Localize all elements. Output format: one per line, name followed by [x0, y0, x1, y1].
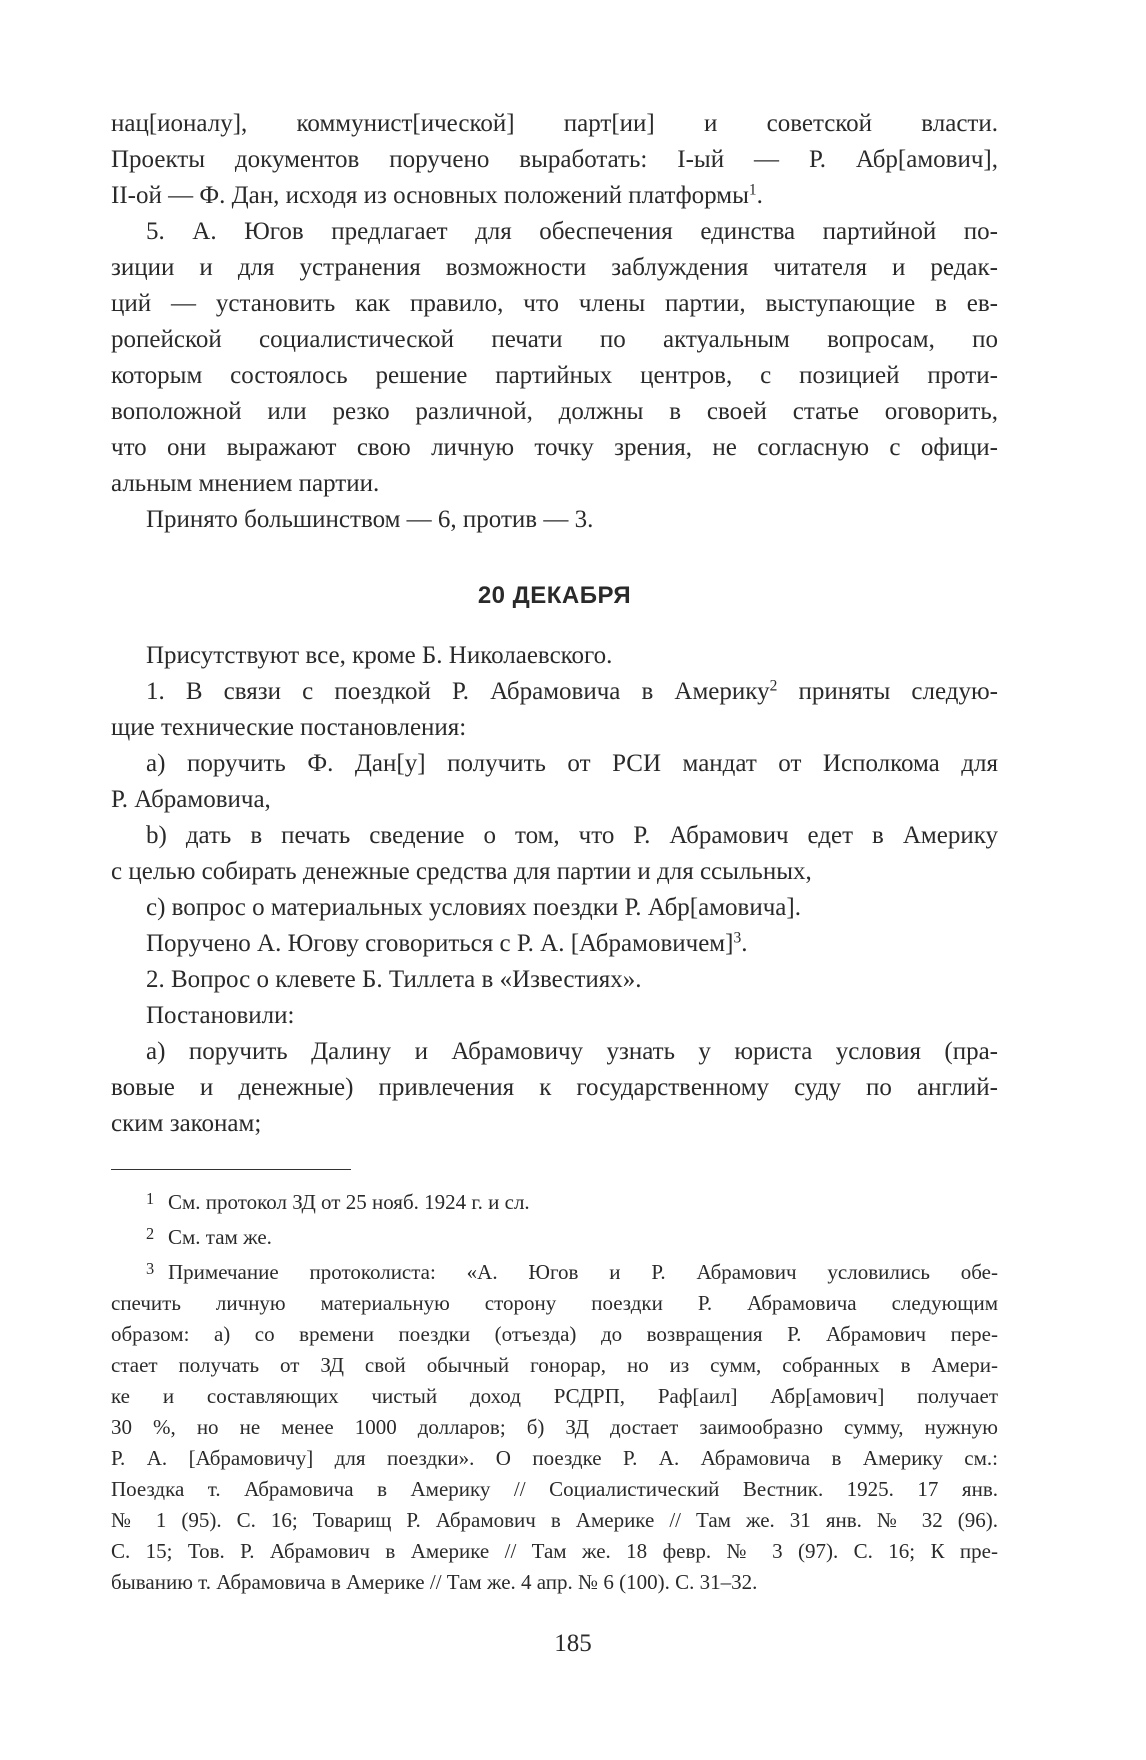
paragraph-line: альным мнением партии. — [111, 470, 380, 497]
footnote-separator — [111, 1169, 351, 1170]
footnote-line: 30 %, но не менее 1000 долларов; б) ЗД достает заимообразно сумму, нужную — [111, 1414, 998, 1439]
paragraph-line: ропейской социалистической печати по актуальным вопросам, по — [111, 326, 998, 353]
paragraph-line: II-ой — Ф. Дан, исходя из основных положений платформы$^1$. — [111, 181, 763, 209]
footnote-text: См. протокол ЗД от 25 нояб. 1924 г. и сл. — [168, 1189, 530, 1214]
footnote-text: Примечание протоколиста: «А. Югов и Р. Абрамович условились обе- — [168, 1259, 998, 1284]
paragraph-line-text: Поручено А. Югову сговориться с Р. А. [Абрамовичем] — [146, 930, 734, 957]
paragraph-line: а) поручить Далину и Абрамовичу узнать у юриста условия (пра- — [146, 1038, 998, 1065]
paragraph-line: b) дать в печать сведение о том, что Р. Абрамович едет в Америку — [146, 822, 998, 849]
paragraph-line: Присутствуют все, кроме Б. Николаевского. — [146, 642, 613, 669]
paragraph-line — [111, 674, 998, 710]
footnote-line: образом: а) со времени поездки (отъезда) до возвращения Р. Абрамович пере- — [111, 1321, 998, 1346]
paragraph-line: Проекты документов поручено выработать: I-ый — Р. Абр[амович], — [111, 146, 998, 173]
footnote-text: См. там же. — [168, 1224, 272, 1249]
footnote-3 — [111, 1253, 998, 1288]
paragraph-line: Принято большинством — 6, против — 3. — [146, 506, 594, 533]
footnote-line: быванию т. Абрамовича в Америке // Там же. 4 апр. № 6 (100). С. 31–32. — [111, 1569, 758, 1594]
paragraph-line: c) вопрос о материальных условиях поездки Р. Абр[амовича]. — [146, 894, 801, 921]
paragraph-line: 5. А. Югов предлагает для обеспечения единства партийной по- — [146, 218, 998, 245]
paragraph-line: Р. Абрамовича, — [111, 786, 271, 813]
footnotes — [111, 1183, 998, 1598]
paragraph-line-text: II-ой — Ф. Дан, исходя из основных положений платформы — [111, 182, 749, 209]
paragraph-line: зиции и для устранения возможности заблуждения читателя и редак- — [111, 254, 998, 281]
paragraph-line: ций — установить как правило, что члены партии, выступающие в ев- — [111, 290, 998, 317]
paragraph-line-text: 1. В связи с поездкой Р. Абрамовича в Америку — [146, 678, 770, 705]
footnote-ref: 2 — [769, 677, 778, 695]
paragraph-line: а) поручить Ф. Дан[у] получить от РСИ мандат от Исполкома для — [146, 750, 998, 777]
paragraph-line: Постановили: — [146, 1002, 295, 1029]
footnote-ref: 1 — [748, 181, 757, 199]
footnote-line: Р. А. [Абрамовичу] для поездки». О поездке Р. А. Абрамовича в Америку см.: — [111, 1445, 998, 1470]
footnote-line: № 1 (95). С. 16; Товарищ Р. Абрамович в Америке // Там же. 31 янв. № 32 (96). — [111, 1507, 998, 1532]
paragraph-line-tail: приняты следую- — [777, 678, 998, 705]
footnote-number: 1 — [146, 1189, 155, 1208]
footnote-number: 2 — [146, 1223, 155, 1243]
paragraph-line: нац[ионалу], коммунист[ической] парт[ии] и советской власти. — [111, 110, 998, 137]
paragraph-line: воположной или резко различной, должны в своей статье оговорить, — [111, 398, 998, 425]
footnote-number: 3 — [146, 1258, 155, 1278]
footnote-1 — [111, 1183, 998, 1218]
paragraph-line: что они выражают свою личную точку зрения, не согласную с офици- — [111, 434, 998, 461]
paragraph-line: которым состоялось решение партийных центров, с позицией проти- — [111, 362, 998, 389]
footnote-line: ке и составляющих чистый доход РСДРП, Раф[аил] Абр[амович] получает — [111, 1383, 998, 1408]
section-heading: 20 ДЕКАБРЯ — [477, 582, 632, 609]
paragraph-line: 2. Вопрос о клевете Б. Тиллета в «Известиях». — [146, 966, 642, 993]
top-section — [111, 106, 998, 538]
footnote-line: стает получать от ЗД свой обычный гонорар, но из сумм, собранных в Амери- — [111, 1352, 998, 1377]
paragraph-line: с целью собирать денежные средства для партии и для ссыльных, — [111, 858, 812, 885]
footnote-line: спечить личную материальную сторону поездки Р. Абрамовича следующим — [111, 1290, 998, 1315]
paragraph-line: ским законам; — [111, 1110, 262, 1137]
main-section — [111, 638, 998, 1142]
footnote-line: Поездка т. Абрамовича в Америку // Социалистический Вестник. 1925. 17 янв. — [111, 1476, 998, 1501]
footnote-ref: 3 — [733, 929, 742, 947]
footnote-2 — [111, 1218, 998, 1253]
paragraph-line: щие технические постановления: — [111, 714, 467, 741]
footnote-line: С. 15; Тов. Р. Абрамович в Америке // Там же. 18 февр. № 3 (97). С. 16; К пре- — [111, 1538, 998, 1563]
paragraph-line — [111, 926, 998, 962]
paragraph-line-tail: . — [741, 930, 748, 957]
paragraph-line: вовые и денежные) привлечения к государственному суду по англий- — [111, 1074, 998, 1101]
page-number: 185 — [554, 1630, 592, 1657]
